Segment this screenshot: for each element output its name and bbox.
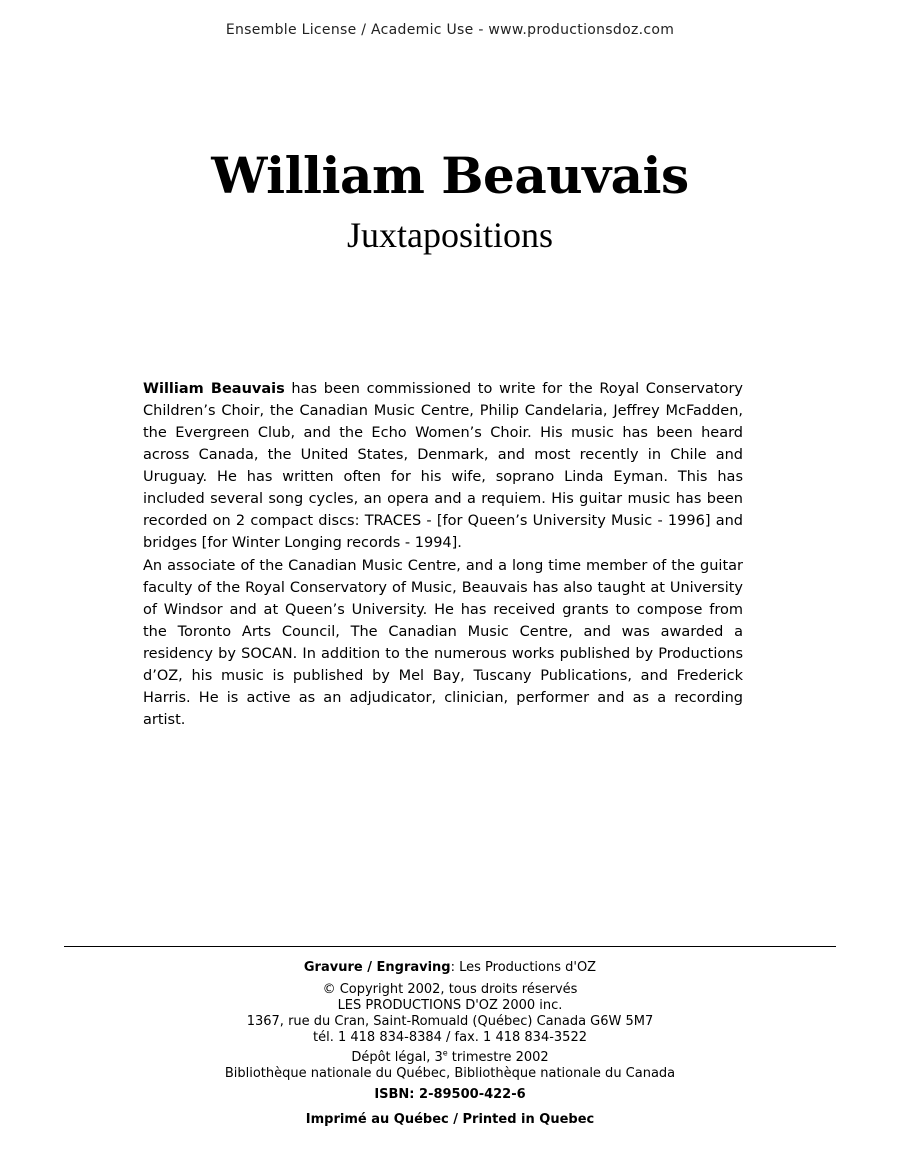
composer-name: William Beauvais: [211, 146, 689, 205]
isbn-line: ISBN: 2-89500-422-6: [374, 1087, 526, 1102]
biography-paragraph-1: [143, 378, 743, 554]
license-notice: Ensemble License / Academic Use - www.productionsdoz.com: [225, 22, 675, 38]
copyright-line: © Copyright 2002, tous droits réservés: [322, 982, 578, 997]
printed-in-line: Imprimé au Québec / Printed in Quebec: [305, 1112, 595, 1127]
publisher-line: LES PRODUCTIONS D'OZ 2000 inc.: [337, 998, 563, 1013]
footer-divider: [64, 946, 836, 947]
biography-composer-name: William Beauvais: [143, 381, 285, 397]
address-line: 1367, rue du Cran, Saint-Romuald (Québec) Canada G6W 5M7: [246, 1014, 654, 1029]
engraving-value: : Les Productions d'OZ: [450, 960, 597, 975]
biography-paragraph-1-text: has been commissioned to write for the Royal Conservatory Children’s Choir, the Canadian Music Centre, Philip Candelaria, Jeffrey McFadden, the Evergreen Club, and the Echo Women’s Choir. His music has been heard across Canada, the United States, Denmark, and most recently in Chile and Uruguay. He has written often for his wife, soprano Linda Eyman. This has included several song cycles, an opera and a requiem. His guitar music has been recorded on 2 compact discs: TRACES - [for Queen’s University Music - 1996] and bridges [for Winter Longing records - 1994].: [143, 381, 743, 551]
work-title: Juxtapositions: [346, 215, 553, 255]
engraving-credit: [0, 960, 900, 976]
libraries-line: Bibliothèque nationale du Québec, Bibliothèque nationale du Canada: [224, 1066, 676, 1081]
legal-deposit-suffix: trimestre 2002: [447, 1050, 549, 1065]
biography-paragraph-2: An associate of the Canadian Music Centre, and a long time member of the guitar faculty of the Royal Conservatory of Music, Beauvais has also taught at University of Windsor and at Queen’s University. He has received grants to compose from the Toronto Arts Council, The Canadian Music Centre, and was awarded a residency by SOCAN. In addition to the numerous works published by Productions d’OZ, his music is published by Mel Bay, Tuscany Publications, and Frederick Harris. He is active as an adjudicator, clinician, performer and as a recording artist.: [143, 558, 743, 728]
legal-deposit-line: [0, 1050, 900, 1066]
engraving-label: Gravure / Engraving: [303, 960, 451, 975]
legal-deposit-prefix: Dépôt légal, 3: [351, 1050, 443, 1065]
phone-fax-line: tél. 1 418 834-8384 / fax. 1 418 834-3522: [313, 1030, 587, 1045]
legal-deposit-superscript: e: [442, 1048, 448, 1058]
